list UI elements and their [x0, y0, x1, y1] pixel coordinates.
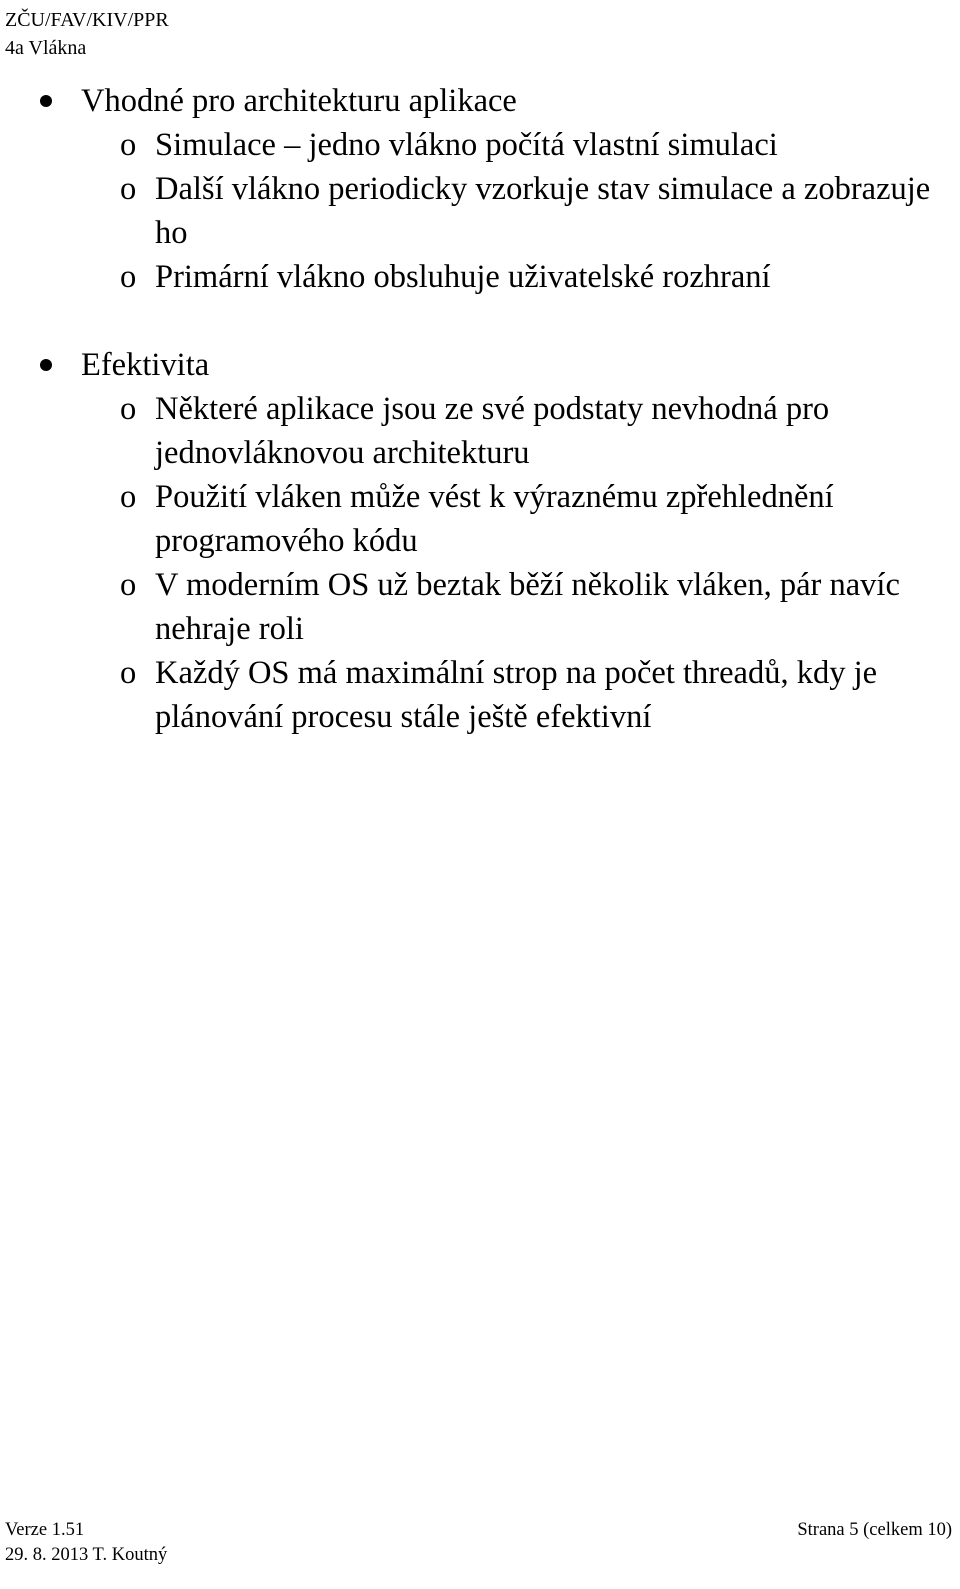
circle-bullet-icon: o [120, 655, 137, 691]
list-item-text: V moderním OS už beztak běží několik vláken, pár navíc nehraje roli [155, 567, 900, 647]
footer-page-number: Strana 5 (celkem 10) [797, 1520, 952, 1540]
list-item-text: Primární vlákno obsluhuje uživatelské rozhraní [155, 259, 771, 295]
header-course-path: ZČU/FAV/KIV/PPR [5, 9, 169, 31]
footer-date-author: 29. 8. 2013 T. Koutný [5, 1545, 168, 1565]
list-item [81, 255, 945, 299]
list-item [81, 475, 945, 563]
sub-list [81, 123, 960, 299]
footer-version: Verze 1.51 [5, 1520, 85, 1540]
section-title: Vhodné pro architekturu aplikace [81, 83, 517, 119]
circle-bullet-icon: o [120, 391, 137, 427]
header-chapter-title: 4a Vlákna [5, 37, 87, 59]
list-item [81, 651, 945, 739]
main-content [0, 79, 960, 739]
bullet-dot-icon [40, 95, 52, 107]
circle-bullet-icon: o [120, 127, 137, 163]
sub-list [81, 387, 960, 739]
list-item [81, 123, 945, 167]
section-efficiency [0, 343, 960, 739]
circle-bullet-icon: o [120, 171, 137, 207]
list-item-text: Použití vláken může vést k výraznému zpřehlednění programového kódu [155, 479, 834, 559]
section-title: Efektivita [81, 347, 210, 383]
section-architecture [0, 79, 960, 299]
circle-bullet-icon: o [120, 259, 137, 295]
bullet-dot-icon [40, 359, 52, 371]
circle-bullet-icon: o [120, 567, 137, 603]
footer-left [5, 1518, 167, 1568]
list-item [81, 387, 945, 475]
list-item [81, 563, 945, 651]
circle-bullet-icon: o [120, 479, 137, 515]
list-item-text: Další vlákno periodicky vzorkuje stav simulace a zobrazuje ho [155, 171, 931, 251]
page-header [5, 6, 169, 62]
list-item-text: Každý OS má maximální strop na počet threadů, kdy je plánování procesu stále ještě efektivní [155, 655, 878, 735]
list-item-text: Simulace – jedno vlákno počítá vlastní simulaci [155, 127, 778, 163]
list-item [81, 167, 945, 255]
list-item-text: Některé aplikace jsou ze své podstaty nevhodná pro jednovláknovou architekturu [155, 391, 830, 471]
